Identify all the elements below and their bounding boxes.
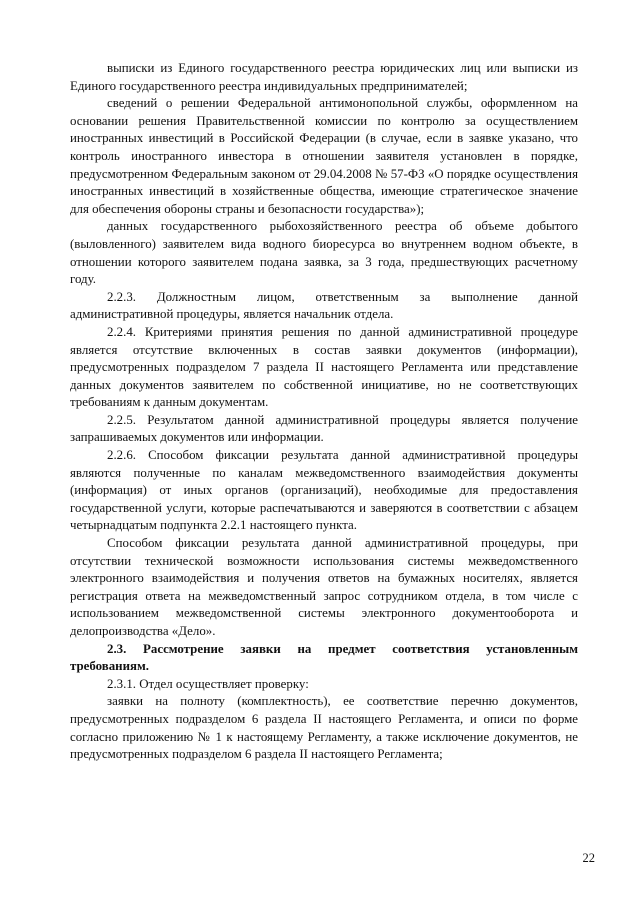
paragraph: заявки на полноту (комплектность), ее соответствие перечню документов, предусмотренных подразделом 6 раздела II настоящего Регламента, и описи по форме согласно приложению № 1 к настоящему Регламенту, а также исключение документов, не предусмотренных подразделом 6 раздела II настоящего Регламента; (70, 694, 578, 762)
paragraph: 2.2.4. Критериями принятия решения по данной административной процедуре является отсутствие включенных в состав заявки документов (информации), предусмотренных подразделом 7 раздела II настоящего Регламента или представление данных документов заявителем по собственной инициативе, но не соответствующих требованиям к данным документам. (70, 324, 578, 410)
paragraph: 2.2.6. Способом фиксации результата данной административной процедуры являются полученные по каналам межведомственного взаимодействия документы (информация) от иных органов (организаций), необходимые для предоставления государственной услуги, которые распечатываются и заверяются в соответствии с абзацем четырнадцатым подпункта 2.2.1 настоящего пункта. (70, 448, 578, 533)
paragraph: Способом фиксации результата данной административной процедуры, при отсутствии технической возможности использования системы межведомственного электронного взаимодействия и получения ответов на бумажных носителях, является регистрация ответа на межведомственный запрос сотрудником отдела, в том числе с использованием межведомственной системы электронного документооборота и делопроизводства «Дело». (70, 536, 578, 638)
paragraph: сведений о решении Федеральной антимонопольной службы, оформленном на основании решения Правительственной комиссии по контролю за осуществлением иностранных инвестиций в Российской Федерации (в случае, если в заявке указано, что контроль иностранного инвестора в отношении заявителя установлен в порядке, предусмотренном Федеральным законом от 29.04.2008 № 57-ФЗ «О порядке осуществления иностранных инвестиций в хозяйственные общества, имеющие стратегическое значение для обеспечения обороны страны и безопасности государства»); (70, 96, 578, 216)
paragraph: 2.2.5. Результатом данной административной процедуры является получение запрашиваемых документов или информации. (70, 412, 578, 445)
section-heading: 2.3. Рассмотрение заявки на предмет соответствия установленным требованиям. (70, 641, 578, 674)
paragraph: данных государственного рыбохозяйственного реестра об объеме добытого (выловленного) заявителем вида водного биоресурса во внутреннем водном объекте, в отношении которого заявителем подана заявка, за 3 года, предшествующих расчетному году. (70, 219, 578, 287)
paragraph: 2.3.1. Отдел осуществляет проверку: (107, 676, 309, 691)
paragraph: выписки из Единого государственного реестра юридических лиц или выписки из Единого государственного реестра индивидуальных предпринимателей; (70, 61, 578, 93)
paragraph: 2.2.3. Должностным лицом, ответственным за выполнение данной административной процедуры, является начальник отдела. (70, 289, 578, 322)
document-body (70, 60, 578, 764)
page-number: 22 (582, 851, 595, 865)
